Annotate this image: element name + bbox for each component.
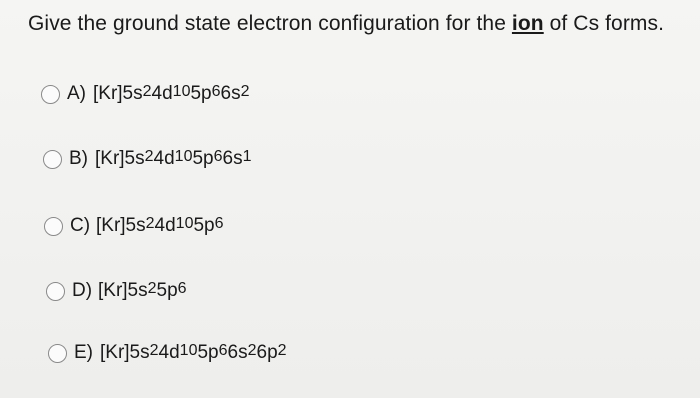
formula-text: 6p <box>256 342 278 363</box>
formula-superscript: 1 <box>242 148 252 165</box>
formula-superscript: 10 <box>174 148 193 165</box>
radio-button-e[interactable] <box>48 344 67 363</box>
formula-text: [Kr]5s <box>96 215 146 236</box>
radio-button-a[interactable] <box>41 85 60 104</box>
option-letter: D) <box>72 280 93 301</box>
formula-text: 4d <box>154 215 176 236</box>
formula-superscript: 2 <box>144 148 154 165</box>
option-e[interactable] <box>48 342 287 364</box>
option-formula <box>100 342 287 364</box>
radio-button-b[interactable] <box>43 150 62 169</box>
formula-text: 5p <box>197 342 219 363</box>
formula-text: [Kr]5s <box>93 83 143 104</box>
radio-button-d[interactable] <box>46 282 65 301</box>
formula-text: 6s <box>220 83 241 104</box>
option-formula <box>98 280 187 302</box>
formula-superscript: 6 <box>214 215 224 232</box>
formula-superscript: 2 <box>149 342 159 359</box>
formula-superscript: 10 <box>175 215 194 232</box>
question-suffix: of Cs forms. <box>543 12 665 35</box>
formula-text: 6s <box>227 342 248 363</box>
formula-text: 4d <box>153 148 175 169</box>
formula-text: 4d <box>151 83 173 104</box>
option-formula <box>95 148 252 170</box>
formula-superscript: 2 <box>145 215 155 232</box>
formula-superscript: 2 <box>142 83 152 100</box>
option-formula <box>93 83 250 105</box>
formula-superscript: 2 <box>247 342 257 359</box>
option-a[interactable] <box>41 83 250 105</box>
formula-text: 6s <box>222 148 243 169</box>
formula-superscript: 10 <box>179 342 198 359</box>
formula-text: [Kr]5s <box>98 280 148 301</box>
option-letter: A) <box>67 83 86 104</box>
option-letter: B) <box>69 148 88 169</box>
formula-text: 5p <box>192 148 214 169</box>
question-emphasis: ion <box>511 12 544 35</box>
formula-text: 4d <box>158 342 180 363</box>
formula-text: [Kr]5s <box>100 342 150 363</box>
question-text <box>28 12 664 36</box>
option-c[interactable] <box>44 215 224 237</box>
formula-text: 5p <box>190 83 212 104</box>
formula-superscript: 2 <box>147 280 157 297</box>
formula-superscript: 2 <box>240 83 250 100</box>
formula-text: 5p <box>193 215 215 236</box>
formula-superscript: 6 <box>213 148 223 165</box>
formula-superscript: 6 <box>177 280 187 297</box>
formula-text: 5p <box>156 280 178 301</box>
option-b[interactable] <box>43 148 252 170</box>
formula-superscript: 2 <box>277 342 287 359</box>
option-d[interactable] <box>46 280 187 302</box>
formula-text: [Kr]5s <box>95 148 145 169</box>
formula-superscript: 6 <box>211 83 221 100</box>
question-prefix: Give the ground state electron configuration for the <box>28 12 512 35</box>
option-letter: C) <box>70 215 91 236</box>
radio-button-c[interactable] <box>44 217 63 236</box>
option-formula <box>96 215 224 237</box>
formula-superscript: 10 <box>172 83 191 100</box>
formula-superscript: 6 <box>218 342 228 359</box>
option-letter: E) <box>74 342 93 363</box>
